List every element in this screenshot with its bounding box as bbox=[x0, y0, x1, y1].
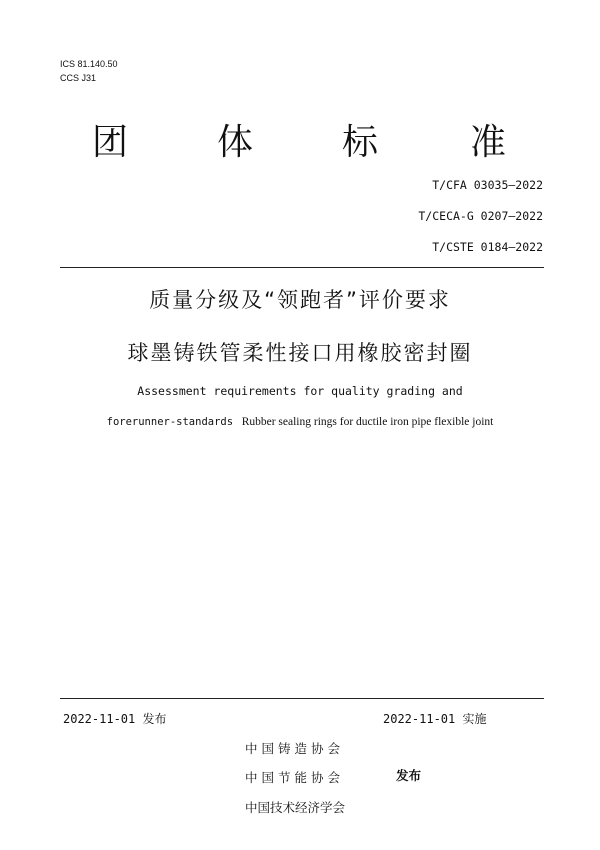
standard-code-cfa: T/CFA 03035—2022 bbox=[432, 178, 543, 192]
issuer-org: 中国节能协会 bbox=[245, 770, 345, 785]
title-en-line2 bbox=[0, 414, 600, 430]
issuer-org: 中国技术经济学会 bbox=[245, 800, 346, 815]
issuer-org: 中国铸造协会 bbox=[245, 741, 345, 756]
ics-code: ICS 81.140.50 bbox=[60, 59, 118, 69]
divider-bottom bbox=[60, 698, 544, 699]
divider-top bbox=[60, 267, 544, 268]
standard-code-cste: T/CSTE 0184—2022 bbox=[432, 240, 543, 254]
ccs-code: CCS J31 bbox=[60, 73, 97, 83]
title-en-line1: Assessment requirements for quality grading and bbox=[137, 384, 463, 398]
title-en-line2-part1: forerunner-standards bbox=[106, 416, 234, 428]
title-cn-line1: 质量分级及“领跑者”评价要求 bbox=[149, 288, 451, 312]
standard-type-char: 体 bbox=[217, 122, 254, 163]
title-cn-line2: 球墨铸铁管柔性接口用橡胶密封圈 bbox=[127, 341, 473, 365]
title-en-line2-part2: Rubber sealing rings for ductile iron pipe flexible joint bbox=[241, 416, 494, 428]
implement-date: 2022-11-01 实施 bbox=[383, 712, 487, 726]
standard-code-ceca: T/CECA-G 0207—2022 bbox=[418, 209, 543, 223]
standard-type-char: 团 bbox=[92, 122, 129, 163]
issue-date: 2022-11-01 发布 bbox=[63, 712, 167, 726]
standard-type-heading bbox=[90, 120, 520, 166]
issued-label: 发布 bbox=[396, 768, 422, 783]
standard-type-char: 准 bbox=[470, 122, 507, 163]
standard-type-char: 标 bbox=[342, 122, 379, 163]
